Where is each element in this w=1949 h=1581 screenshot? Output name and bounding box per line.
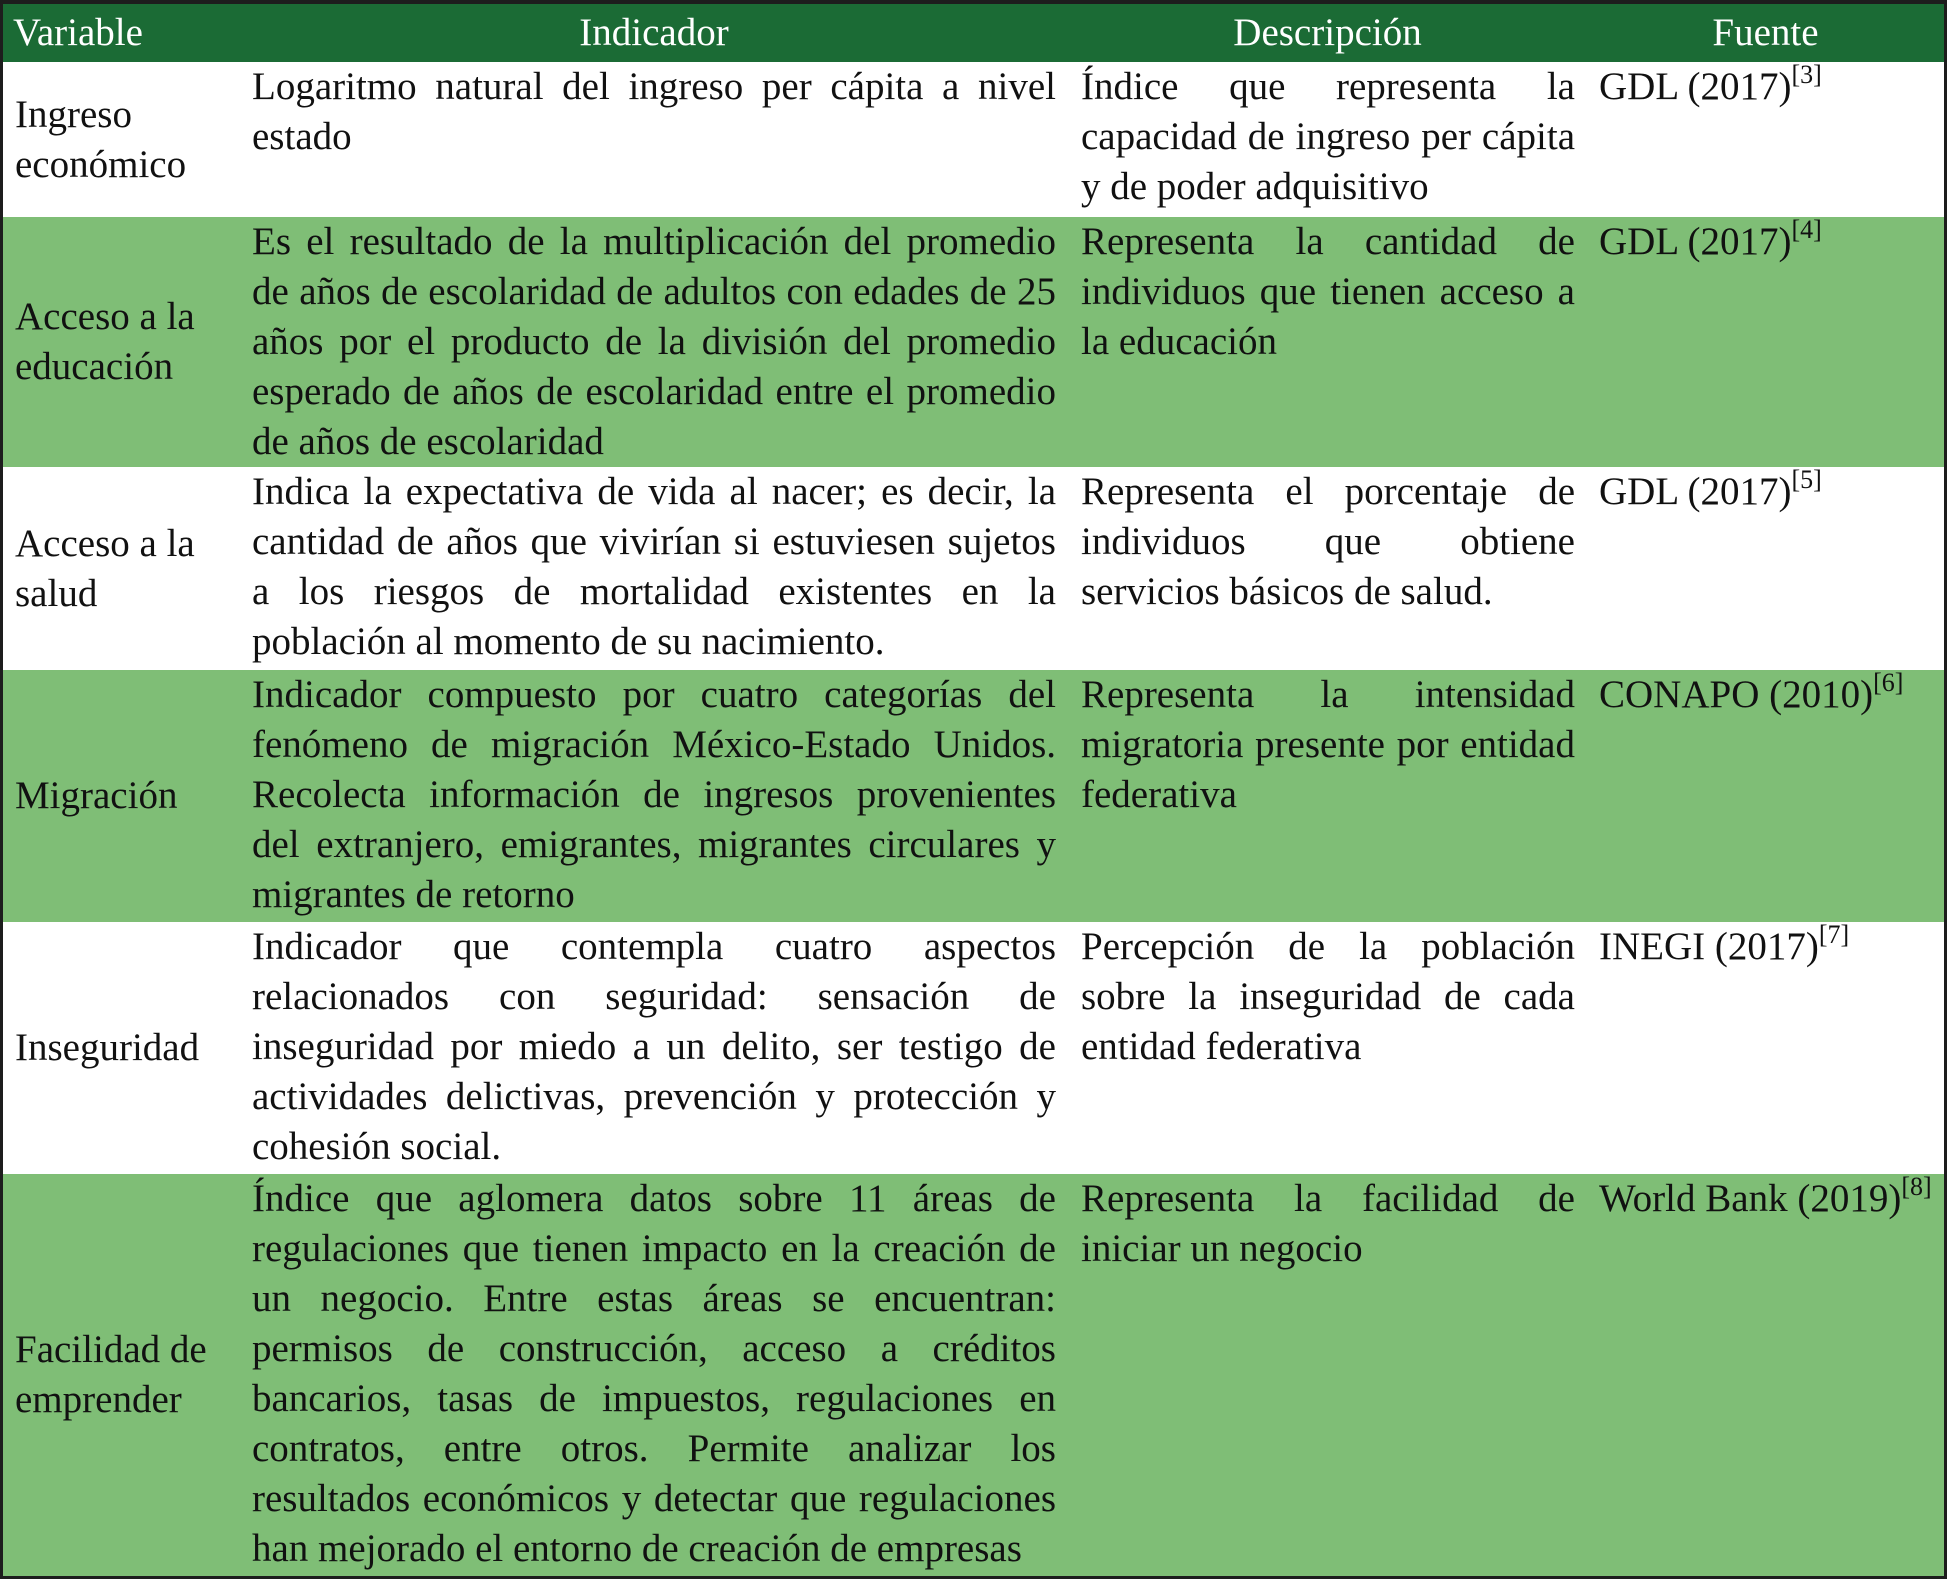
cell-variable: Inseguridad: [3, 922, 240, 1174]
reference-link[interactable]: [8]: [1901, 1172, 1932, 1201]
cell-indicador: Logaritmo natural del ingreso per cápita a nivel estado: [240, 62, 1068, 217]
cell-descripcion: Representa la facilidad de iniciar un negocio: [1068, 1174, 1587, 1576]
cell-fuente: [1587, 217, 1944, 467]
source-text: CONAPO (2010): [1599, 673, 1874, 716]
table-row: [3, 217, 1944, 467]
header-fuente: Fuente: [1587, 4, 1944, 62]
header-variable: Variable: [3, 4, 240, 62]
source-text: GDL (2017): [1599, 220, 1792, 263]
cell-descripcion: Representa la cantidad de individuos que tienen acceso a la educación: [1068, 217, 1587, 467]
source-text: INEGI (2017): [1599, 925, 1819, 968]
cell-indicador: Es el resultado de la multiplicación del promedio de años de escolaridad de adultos con edades de 25 años por el producto de la división del promedio esperado de años de escolaridad entre el promedio de años de escolaridad: [240, 217, 1068, 467]
header-descripcion: Descripción: [1068, 4, 1587, 62]
cell-variable: Acceso a la salud: [3, 467, 240, 670]
source-text: GDL (2017): [1599, 65, 1792, 108]
cell-descripcion: Percepción de la población sobre la inseguridad de cada entidad federativa: [1068, 922, 1587, 1174]
cell-descripcion: Índice que representa la capacidad de ingreso per cápita y de poder adquisitivo: [1068, 62, 1587, 217]
header-row: [3, 4, 1944, 62]
cell-fuente: [1587, 467, 1944, 670]
header-indicador: Indicador: [240, 4, 1068, 62]
cell-indicador: Índice que aglomera datos sobre 11 áreas de regulaciones que tienen impacto en la creación de un negocio. Entre estas áreas se encuentran: permisos de construcción, acceso a créditos bancarios, tasas de impuestos, regulaciones en contratos, entre otros. Permite analizar los resultados económicos y detectar que regulaciones han mejorado el entorno de creación de empresas: [240, 1174, 1068, 1576]
table-row: [3, 467, 1944, 670]
cell-indicador: Indica la expectativa de vida al nacer; es decir, la cantidad de años que vivirían si estuviesen sujetos a los riesgos de mortalidad existentes en la población al momento de su nacimiento.: [240, 467, 1068, 670]
table-row: [3, 62, 1944, 217]
reference-link[interactable]: [7]: [1818, 920, 1850, 949]
cell-variable: Acceso a la educación: [3, 217, 240, 467]
cell-indicador: Indicador que contempla cuatro aspectos relacionados con seguridad: sensación de inseguridad por miedo a un delito, ser testigo de actividades delictivas, prevención y protección y cohesión social.: [240, 922, 1068, 1174]
table-row: [3, 670, 1944, 922]
reference-link[interactable]: [5]: [1791, 465, 1822, 494]
cell-variable: Ingreso económico: [3, 62, 240, 217]
table-header: [3, 4, 1944, 62]
variables-table: [3, 4, 1944, 1576]
cell-indicador: Indicador compuesto por cuatro categorías del fenómeno de migración México-Estado Unidos. Recolecta información de ingresos provenientes del extranjero, emigrantes, migrantes circulares y migrantes de retorno: [240, 670, 1068, 922]
cell-fuente: [1587, 1174, 1944, 1576]
reference-link[interactable]: [3]: [1791, 60, 1822, 89]
reference-link[interactable]: [6]: [1873, 668, 1904, 697]
cell-variable: Facilidad de emprender: [3, 1174, 240, 1576]
cell-fuente: [1587, 922, 1944, 1174]
source-text: GDL (2017): [1599, 470, 1792, 513]
cell-descripcion: Representa la intensidad migratoria presente por entidad federativa: [1068, 670, 1587, 922]
cell-fuente: [1587, 62, 1944, 217]
table-body: [3, 62, 1944, 1576]
cell-variable: Migración: [3, 670, 240, 922]
table-row: [3, 922, 1944, 1174]
reference-link[interactable]: [4]: [1791, 215, 1822, 244]
cell-descripcion: Representa el porcentaje de individuos que obtiene servicios básicos de salud.: [1068, 467, 1587, 670]
source-text: World Bank (2019): [1599, 1177, 1902, 1220]
cell-fuente: [1587, 670, 1944, 922]
table-row: [3, 1174, 1944, 1576]
